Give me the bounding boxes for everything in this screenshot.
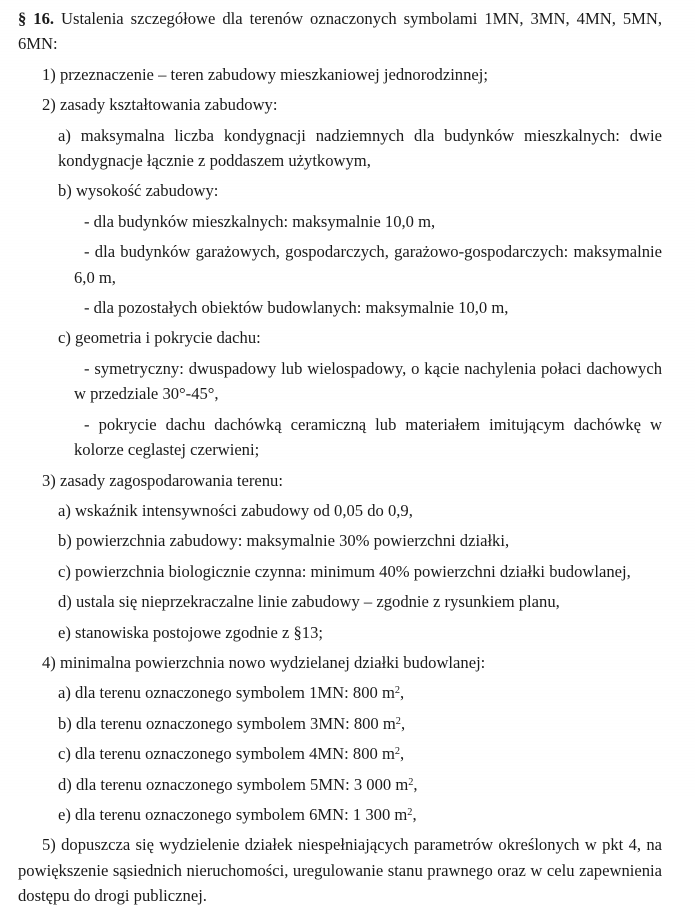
item-2c: c) geometria i pokrycie dachu: (58, 328, 261, 348)
item-2b-dash-1: - dla budynków mieszkalnych: maksymalnie 10,0 m, (84, 211, 436, 231)
section-marker: § 16. (18, 9, 55, 28)
item-3b: b) powierzchnia zabudowy: maksymalnie 30% powierzchni działki, (58, 531, 510, 551)
item-2: 2) zasady kształtowania zabudowy: (42, 95, 278, 115)
item-4: 4) minimalna powierzchnia nowo wydzielanej działki budowlanej: (42, 652, 486, 672)
section-heading (18, 6, 662, 57)
item-3c: c) powierzchnia biologicznie czynna: minimum 40% powierzchni działki budowlanej, (58, 561, 631, 581)
item-5: 5) dopuszcza się wydzielenie działek niespełniających parametrów określonych w pkt 4, na powiększenie sąsiednich nieruchomości, uregulowanie stanu prawnego oraz w celu zapewnienia dostępu do drogi publicznej. (18, 835, 662, 906)
item-1: 1) przeznaczenie – teren zabudowy mieszkaniowej jednorodzinnej; (42, 64, 488, 84)
item-3d: d) ustala się nieprzekraczalne linie zabudowy – zgodnie z rysunkiem planu, (58, 592, 560, 612)
item-4c: c) dla terenu oznaczonego symbolem 4MN: 800 $m^2$, (58, 744, 405, 764)
item-4d: d) dla terenu oznaczonego symbolem 5MN: 3 000 $m^2$, (58, 774, 418, 794)
item-3: 3) zasady zagospodarowania terenu: (42, 470, 283, 490)
item-4e: e) dla terenu oznaczonego symbolem 6MN: 1 300 $m^2$, (58, 804, 417, 824)
item-2c-dash-1: - symetryczny: dwuspadowy lub wielospadowy, o kącie nachylenia połaci dachowych w przedziale 30°-45°, (74, 358, 662, 404)
item-2b-dash-2: - dla budynków garażowych, gospodarczych, garażowo-gospodarczych: maksymalnie 6,0 m, (74, 242, 662, 287)
item-3a: a) wskaźnik intensywności zabudowy od 0,05 do 0,9, (58, 500, 413, 520)
item-4b: b) dla terenu oznaczonego symbolem 3MN: 800 $m^2$, (58, 713, 406, 733)
document-body (18, 6, 662, 909)
item-2c-dash-2: - pokrycie dachu dachówką ceramiczną lub materiałem imitującym dachówkę w kolorze ceglastej czerwieni; (74, 414, 662, 460)
item-4a: a) dla terenu oznaczonego symbolem 1MN: 800 $m^2$, (58, 683, 405, 703)
paragraph-list (18, 62, 662, 909)
item-2a: a) maksymalna liczba kondygnacji nadziemnych dla budynków mieszkalnych: dwie kondygnacje łącznie z poddaszem użytkowym, (58, 125, 662, 171)
item-3e: e) stanowiska postojowe zgodnie z §13; (58, 622, 323, 642)
section-heading-text: Ustalenia szczegółowe dla terenów oznaczonych symbolami 1MN, 3MN, 4MN, 5MN, 6MN: (18, 9, 662, 54)
item-2b-dash-3: - dla pozostałych obiektów budowlanych: maksymalnie 10,0 m, (84, 298, 509, 318)
item-2b: b) wysokość zabudowy: (58, 181, 219, 201)
